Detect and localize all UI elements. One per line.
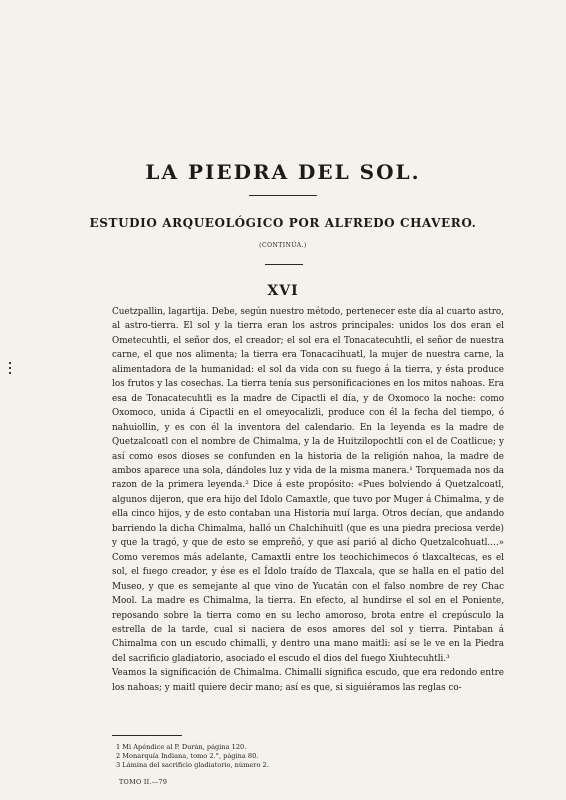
continuation-note: (CONTINÚA.) — [259, 242, 307, 249]
article-body — [112, 305, 504, 695]
title-rule — [249, 195, 317, 196]
article-subtitle: ESTUDIO ARQUEOLÓGICO POR ALFREDO CHAVERO. — [89, 216, 477, 230]
paragraph: Cuetzpallin, lagartija. Debe, según nuestro método, pertenecer este día al cuarto astro, al astro-tierra. El sol y la tierra eran los astros principales: unidos los dos eran el Ometecuhtli, el señor dos, el creador; el sol era el Tonacatecuhtli, el señor de nuestra carne, el que nos alimenta; la tierra era Tonacacihuatl, la mujer de nuestra carne, la alimentadora de la humanidad: el sol da vida con su fuego á la tierra, y ésta produce los frutos y las cosechas. La tierra tenía sus personificaciones en los mitos nahoas. Era esa de Tonacatecuhtli es la madre de Cipactli el día, y de Oxomoco la noche: como Oxomoco, unida á Cipactli en el omeyocalizli, produce con él la fecha del tiempo, ó nahuiollin, y es con él la inventora del calendario. En la leyenda es la madre de Quetzalcoatl con el nombre de Chimalma, y la de Huitzilopochtli con el de Coatlicue; y así como esos dioses se confunden en la historia de la religión nahoa, la madre de ambos aparece una sola, dándoles luz y vida de la misma manera.¹ Torquemada nos da razon de la primera leyenda.² Dice á este propósito: «Pues bolviendo á Quetzalcoatl, algunos dijeron, que era hijo del Idolo Camaxtle, que tuvo por Muger á Chimalma, y de ella cinco hijos, y de esto contaban una Historia muí larga. Otros decían, que andando barriendo la dicha Chimalma, halló un Chalchihuitl (que es una piedra preciosa verde) y que la tragó, y que de esto se empreñó, y que así parió al dicho Quetzalcohuatl....» Como veremos más adelante, Camaxtli entre los teochichimecos ó tlaxcaltecas, es el sol, el fuego creador, y ése es el Ídolo traído de Tlaxcala, que se halla en el patio del Museo, y que es semejante al que vino de Yucatán con el falso nombre de rey Chac Mool. La madre es Chimalma, la tierra. En efecto, al hundirse el sol en el Poniente, reposando sobre la tierra como en su lecho amoroso, brota entre el crepúsculo la estrella de la tarde, cual si naciera de esos amores del sol y tierra. Pintaban á Chimalma con un escudo chimalli, y dentro una mano maitli: así se le ve en la Piedra del sacrificio gladiatorio, asociado el escudo el dios del fuego Xiuhtecuhtli.³ — [112, 307, 504, 664]
margin-dots — [9, 362, 11, 380]
footnote: 3 Lámina del sacrificio gladiatorio, número 2. — [116, 760, 269, 769]
subtitle-rule — [265, 264, 303, 265]
page-folio: TOMO II.—79 — [119, 778, 168, 786]
footnote: 1 Mi Apéndice al P. Durán, página 120. — [116, 743, 247, 751]
paragraph: Veamos la significación de Chimalma. Chimalli significa escudo, que era redondo entre los nahoas; y maitl quiere decir mano; así es que, si siguiéramos las reglas co- — [112, 668, 504, 693]
footnote-rule — [112, 735, 182, 736]
article-title: LA PIEDRA DEL SOL. — [145, 160, 421, 184]
section-number: XVI — [267, 283, 299, 299]
footnote: 2 Monarquía Indiana, tomo 2.°, página 80. — [116, 751, 259, 760]
footnotes — [112, 743, 504, 770]
